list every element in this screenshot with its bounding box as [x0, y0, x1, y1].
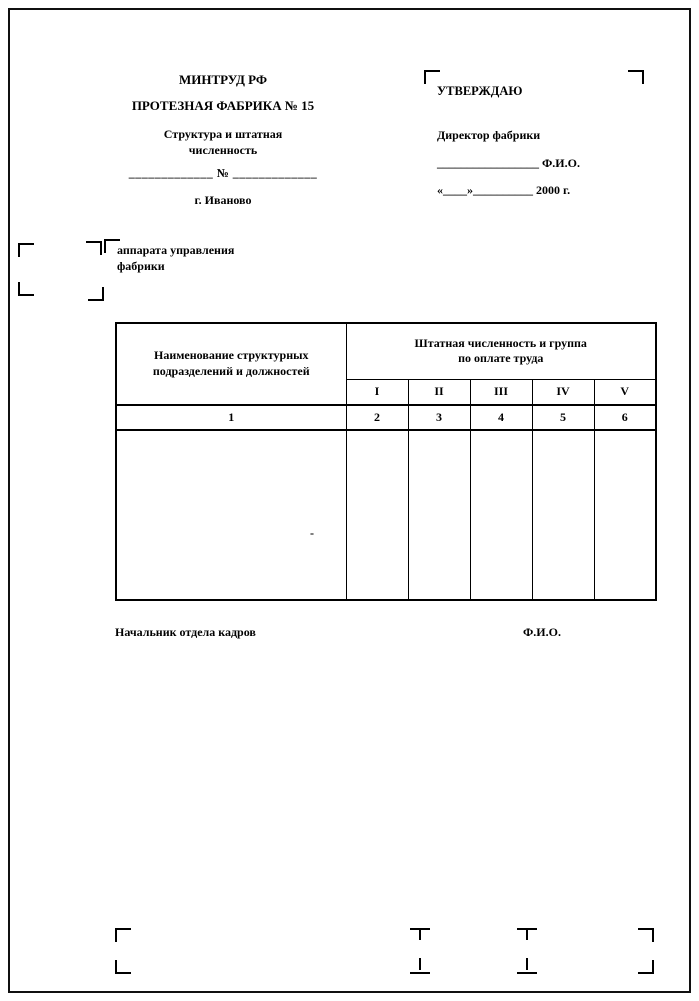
table-body-col5	[532, 430, 594, 600]
crop-mark-note-bottomright	[88, 287, 104, 301]
colnum-6: 6	[594, 405, 656, 430]
approval-block	[437, 84, 647, 198]
staffing-table	[115, 322, 657, 601]
table-body-col6	[594, 430, 656, 600]
table-body-col4	[470, 430, 532, 600]
document-type-line1: Структура и штатная	[163, 127, 283, 141]
org-header-block	[116, 72, 330, 208]
crop-mark-center1-bottom	[410, 957, 430, 974]
approval-position: Директор фабрики	[437, 128, 541, 142]
colnum-4: 4	[470, 405, 532, 430]
margin-note-line2: фабрики	[117, 259, 165, 274]
signature-blank: _________________	[437, 156, 539, 170]
document-type-line2: численность	[188, 142, 258, 157]
signer-name-placeholder: Ф.И.О.	[523, 625, 561, 639]
approval-date-line: «____»__________ 2000 г.	[437, 183, 571, 197]
colnum-2: 2	[346, 405, 408, 430]
subheader-V: V	[594, 379, 656, 405]
crop-mark-note-bottomleft	[18, 282, 34, 296]
colnum-1: 1	[116, 405, 346, 430]
subheader-I: I	[346, 379, 408, 405]
table-body-col3	[408, 430, 470, 600]
crop-mark-bottomzone-topleft	[115, 928, 131, 942]
document-number-line: _____________ № _____________	[128, 166, 318, 181]
crop-mark-center2-top	[517, 928, 537, 943]
margin-note	[117, 242, 234, 274]
approval-signature-line	[437, 156, 647, 171]
col1-header-line1: Наименование структурных	[154, 348, 309, 363]
ministry-name: МИНТРУД РФ	[178, 72, 268, 87]
margin-note-line1: аппарата управления	[117, 243, 235, 257]
signature-name-placeholder: Ф.И.О.	[542, 156, 580, 170]
subheader-III: III	[470, 379, 532, 405]
group-header-line2: по оплате труда	[458, 351, 544, 366]
crop-mark-approval-topright	[628, 70, 644, 84]
document-type	[116, 127, 330, 158]
subheader-II: II	[408, 379, 470, 405]
group-header-line1: Штатная численность и группа	[414, 335, 587, 350]
stray-dash-mark: -	[310, 526, 314, 540]
crop-mark-bottomzone-bottomleft	[115, 960, 131, 974]
crop-mark-note-topleft	[18, 243, 34, 257]
group-header-cell	[346, 323, 656, 379]
colnum-5: 5	[532, 405, 594, 430]
colnum-3: 3	[408, 405, 470, 430]
subheader-IV: IV	[532, 379, 594, 405]
col1-header-line2: подразделений и должностей	[152, 364, 310, 378]
table-body-col2	[346, 430, 408, 600]
crop-mark-bottomzone-bottomright	[638, 960, 654, 974]
city-label: г. Иваново	[194, 193, 252, 208]
crop-mark-bottomzone-topright	[638, 928, 654, 942]
staffing-table-grid	[115, 322, 657, 601]
factory-name: ПРОТЕЗНАЯ ФАБРИКА № 15	[131, 98, 315, 113]
table-body-col1	[116, 430, 346, 600]
crop-mark-note-topright	[86, 241, 102, 255]
crop-mark-center2-bottom	[517, 957, 537, 974]
signer-title: Начальник отдела кадров	[115, 625, 256, 639]
col1-header-cell	[116, 323, 346, 405]
crop-mark-approval-topleft	[424, 70, 440, 84]
crop-mark-center1-top	[410, 928, 430, 943]
approval-title: УТВЕРЖДАЮ	[437, 84, 523, 98]
